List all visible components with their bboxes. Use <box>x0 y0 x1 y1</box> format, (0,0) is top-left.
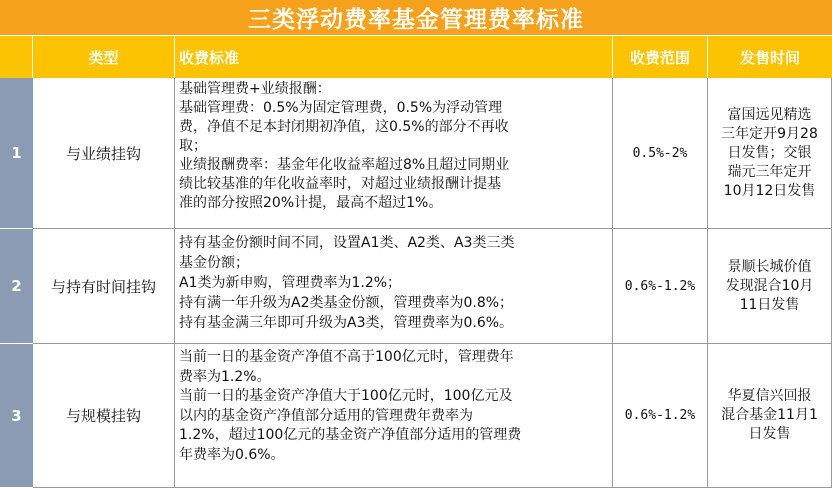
row-standard: 基础管理费+业绩报酬： 基础管理费：0.5%为固定管理费，0.5%为浮动管理 费，净值不足本封闭期初净值，这0.5%的部分不再收 取； 业绩报酬费率：基金年化收益率超过8%且超过同期业 绩比较基准的年化收益率时，对超过业绩报酬计提基 准的部分按照20%计提，最高不超过1%。 <box>175 78 613 229</box>
row-sale-time: 富国远见精选 三年定开9月28 日发售；交银 瑞元三年定开 10月12日发售 <box>708 78 832 229</box>
row-number: 1 <box>0 78 33 229</box>
header-standard: 收费标准 <box>175 36 613 78</box>
row-range: 0.6%-1.2% <box>613 229 708 344</box>
row-standard: 当前一日的基金资产净值不高于100亿元时，管理费年 费率为1.2%。 当前一日的基金资产净值大于100亿元时，100亿元及 以内的基金资产净值部分适用的管理费年费率为 1.2%，超过100亿元的基金资产净值部分适用的管理费 年费率为0.6%。 <box>175 344 613 488</box>
row-sale-time: 华夏信兴回报 混合基金11月1 日发售 <box>708 344 832 488</box>
header-type: 类型 <box>33 36 175 78</box>
row-type: 与业绩挂钩 <box>33 78 175 229</box>
row-standard: 持有基金份额时间不同，设置A1类、A2类、A3类三类 基金份额； A1类为新申购，管理费率为1.2%； 持有满一年升级为A2类基金份额，管理费率为0.8%； 持有基金满三年即可升级为A3类，管理费率为0.6%。 <box>175 229 613 344</box>
row-range: 0.6%-1.2% <box>613 344 708 488</box>
table-title: 三类浮动费率基金管理费率标准 <box>0 0 832 36</box>
header-range: 收费范围 <box>613 36 708 78</box>
row-sale-time: 景顺长城价值 发现混合10月 11日发售 <box>708 229 832 344</box>
row-range: 0.5%-2% <box>613 78 708 229</box>
row-number: 3 <box>0 344 33 488</box>
header-number-cell <box>0 36 33 78</box>
row-type: 与持有时间挂钩 <box>33 229 175 344</box>
row-number: 2 <box>0 229 33 344</box>
row-type: 与规模挂钩 <box>33 344 175 488</box>
header-sale-time: 发售时间 <box>708 36 832 78</box>
